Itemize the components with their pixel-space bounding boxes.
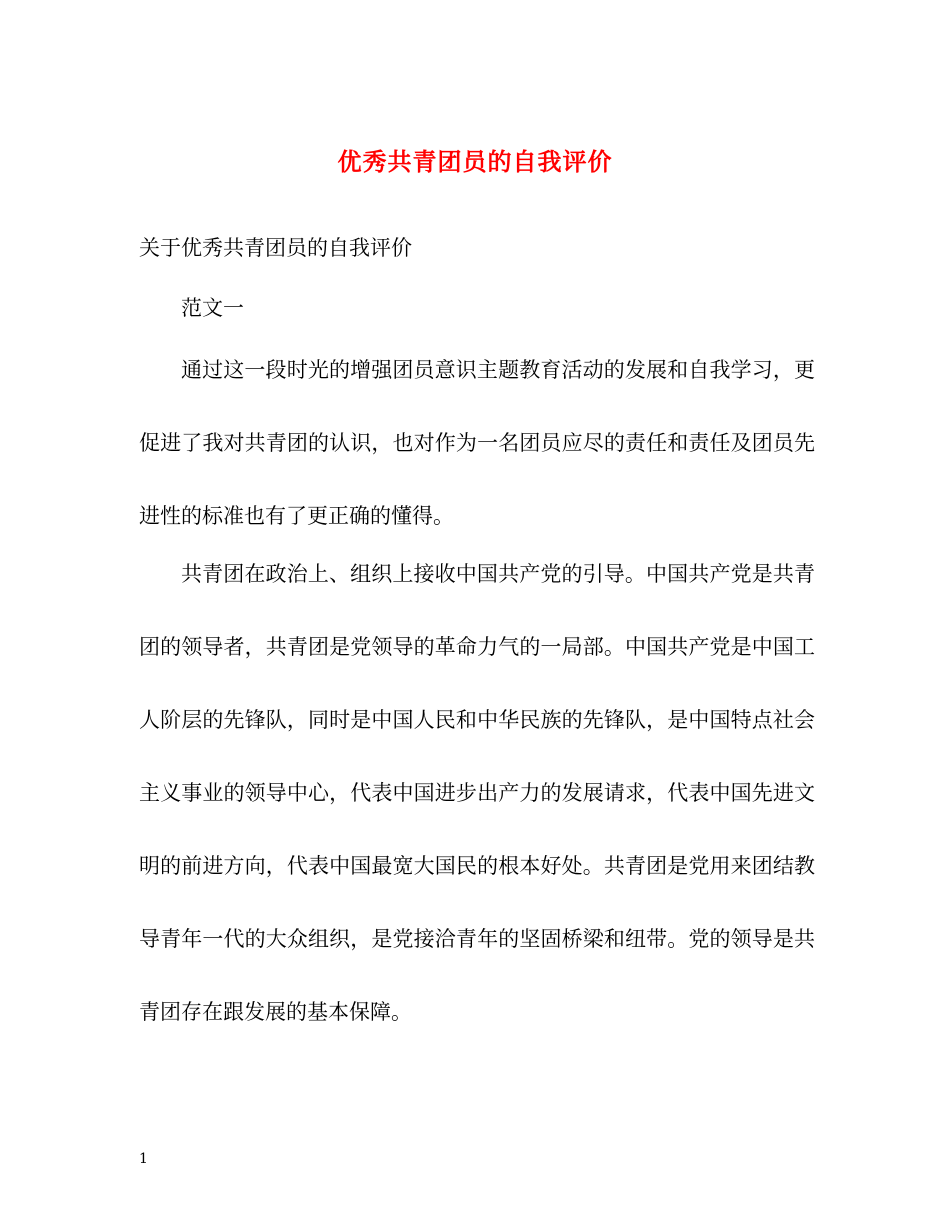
document-title: 优秀共青团员的自我评价 — [337, 147, 613, 176]
page-number: 1 — [139, 1151, 148, 1167]
paragraph-1: 通过这一段时光的增强团员意识主题教育活动的发展和自我学习，更促进了我对共青团的认识，也对作为一名团员应尽的责任和责任及团员先进性的标准也有了更正确的懂得。 — [139, 358, 815, 528]
paragraph-2: 共青团在政治上、组织上接收中国共产党的引导。中国共产党是共青团的领导者，共青团是党领导的革命力气的一局部。中国共产党是中国工人阶层的先锋队，同时是中国人民和中华民族的先锋队，是中国特点社会主义事业的领导中心，代表中国进步出产力的发展请求，代表中国先进文明的前进方向，代表中国最宽大国民的根本好处。共青团是党用来团结教导青年一代的大众组织，是党接洽青年的坚固桥梁和纽带。党的领导是共青团存在跟发展的基本保障。 — [139, 562, 815, 1024]
section-label: 范文一 — [181, 296, 244, 320]
document-subtitle: 关于优秀共青团员的自我评价 — [139, 236, 412, 260]
